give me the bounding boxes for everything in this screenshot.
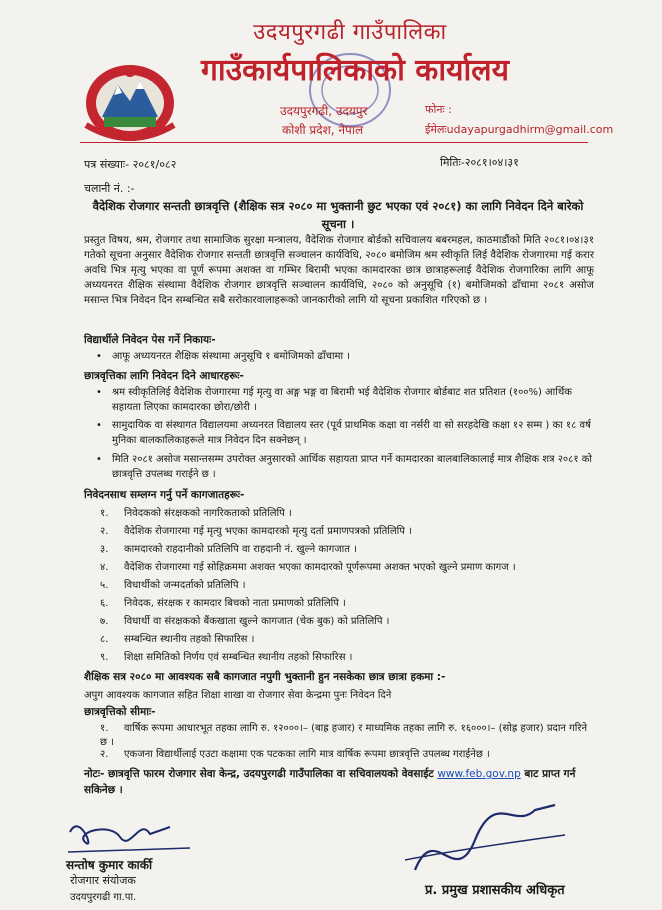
letterhead-province: कोशी प्रदेश, नेपाल — [282, 123, 364, 137]
list-item: • श्रम स्वीकृतिलिई वैदेशिक रोजगारमा गई मृत्यु वा अङ्ग भङ्ग वा बिरामी भई वैदेशिक रोजगार बोर्डबाट शत प्रतिशत (१००%) आर्थिक सहायता लिएका कामदारका छोरा/छोरी । — [96, 387, 572, 413]
section-pending-heading: शैक्षिक सत्र २०८० मा आवश्यक सबै कागजात नपुगी भुक्तानी हुन नसकेका छात्र छात्रा हकमा :- — [84, 671, 446, 683]
signatory-left-role: रोजगार संयोजक — [70, 874, 136, 887]
list-item: १. निवेदकको संरक्षकको नागरिकताको प्रतिलिपि । — [100, 508, 292, 519]
section-limit-heading: छात्रवृत्तिको सीमाः- — [84, 706, 156, 718]
list-item: • मिति २०८१ असोज मसान्तसम्म उपरोक्त अनुसारको आर्थिक सहायता प्राप्त गर्ने कामदारका बालबालिकालाई मात्र शैक्षिक शत्र २०८१ को छात्रवृत्ति उपलब्ध गराईने छ । — [96, 454, 592, 480]
footer-note: नोटः- छात्रवृत्ति फारम रोजगार सेवा केन्द्र, उदयपुरगढी गाउँपालिका वा सचिवालयको वेवसाईट www.feb.gov.np बाट प्राप्त गर्न सकिनेछ । — [84, 768, 576, 796]
list-item: ६. निवेदक, संरक्षक र कामदार बिचको नाता प्रमाणको प्रतिलिपि । — [100, 598, 346, 609]
letterhead-divider — [80, 142, 588, 143]
list-item: १. वार्षिक रूपमा आधारभूत तहका लागि रु. १२०००।– (बाह्र हजार) र माध्यमिक तहका लागि रु. १६०००।– (सोह्र हजार) प्रदान गरिने छ । — [100, 723, 588, 748]
letter-date: मितिः-२०८१।०४।३१ — [440, 156, 519, 169]
list-item: ९. शिक्षा समितिको निर्णय एवं सम्बन्धित स्थानीय तहको सिफारिस । — [100, 652, 353, 663]
dispatch-number: चलानी नं. :- — [84, 182, 135, 195]
letterhead-address: उदयपुरगढी, उदयपुर — [280, 104, 368, 118]
signatory-right-title: प्र. प्रमुख प्रशासकीय अधिकृत — [425, 883, 565, 898]
section-submission-heading: विद्यार्थीले निवेदन पेस गर्ने निकायः- — [84, 334, 216, 346]
list-item: ४. वैदेशिक रोजगारमा गई सोहिक्रममा अशक्त भएका कामदारको पूर्णरूपमा अशक्त भएको खुल्ने प्रमाण कागज । — [100, 562, 516, 573]
signatory-left-name: सन्तोष कुमार कार्की — [66, 858, 153, 872]
subject-line: वैदेशिक रोजगार सन्तती छात्रवृत्ति (शैक्षिक सत्र २०८० मा भुक्तानी छुट भएका एवं २०८१) का लागि निवेदन दिने बारेको सूचना । — [92, 199, 584, 231]
pending-instruction: अपुग आवश्यक कागजात सहित शिक्षा शाखा वा रोजगार सेवा केन्द्रमा पुनः निवेदन दिने — [84, 690, 392, 701]
bullet-icon: • — [96, 387, 102, 398]
list-item: २. वैदेशिक रोजगारमा गई मृत्यु भएका कामदारको मृत्यु दर्ता प्रमाणपत्रको प्रतिलिपि । — [100, 526, 412, 537]
list-item: ५. विधार्थीको जन्मदर्ताको प्रतिलिपि । — [100, 580, 246, 591]
list-item: ३. कामदारको राहदानीको प्रतिलिपि वा राहदानी नं. खुल्ने कागजात । — [100, 544, 357, 555]
bullet-icon: • — [96, 420, 102, 431]
list-item: ७. विधार्थी वा संरक्षकको बैंकखाता खुल्ने कागजात (चेक बुक) को प्रतिलिपि । — [100, 616, 390, 627]
section-eligibility-heading: छात्रवृत्तिका लागि निवेदन दिने आधारहरूः- — [84, 370, 244, 382]
letterhead-office: गाउँकार्यपालिकाको कार्यालय — [200, 53, 509, 88]
letterhead-phone: फोनः : — [425, 103, 452, 116]
section-documents-heading: निवेदनसाथ सम्लग्न गर्नु पर्ने कागजातहरूः- — [84, 489, 245, 501]
letterhead-municipality: उदयपुरगढी गाउँपालिका — [253, 20, 447, 45]
website-link[interactable]: www.feb.gov.np — [437, 768, 521, 780]
list-item: • सामुदायिक वा संस्थागत विद्यालयमा अध्यनरत विद्यालय स्तर (पूर्व प्राथमिक कक्षा वा नर्सरी वा सो सरहदेखि कक्षा १२ सम्म ) का १८ वर्ष मुनिका बालकालिकाहरूले मात्र निवेदन दिन सक्नेछन् । — [96, 420, 591, 446]
signatory-left-org: उदयपुरगढी गा.पा. — [70, 892, 137, 903]
bullet-icon: • — [96, 351, 102, 362]
bullet-icon: • — [96, 454, 102, 465]
list-item: • आफू अध्ययनरत शैक्षिक संस्थामा अनुसूचि १ बमोजिमको ढाँचामा । — [96, 351, 351, 362]
reference-number: पत्र संख्याः- २०८१/०८२ — [84, 158, 177, 171]
list-item: २. एकजना विद्यार्थीलाई एउटा कक्षामा एक पटकका लागि मात्र वार्षिक रूपमा छात्रवृत्ति उपलब्ध गराईनेछ । — [100, 749, 490, 760]
letterhead-email: ईमेलःudayapurgadhirm@gmail.com — [425, 123, 614, 136]
intro-paragraph: प्रस्तुत विषय, श्रम, रोजगार तथा सामाजिक सुरक्षा मन्त्रालय, वैदेशिक रोजगार बोर्डको सचिवालय बबरमहल, काठमाडौंको मिति २०८१।०४।३१ गतेको सूचना अनुसार वैदेशिक रोजगार सन्तती छात्रवृत्ति सञ्चालन कार्यविधि, २०८० बमोजिम श्रम स्वीकृति लिई वैदेशिक रोजगारमा गई करार अवधि भित्र मृत्यु भएका वा पूर्ण रूपमा अशक्त वा गम्भिर बिरामी भएका कामदारका छात्र छात्राहरूलाई वैदेशिक रोजगारिका लागि आफू अध्ययनरत शैक्षिक संस्थामा वैदेशिक रोजगार छात्रवृत्ति सञ्चालन कार्यविधि, २०८० को अनुसूचि (१) बमोजिमको ढाँचामा २०८१ असोज मसान्त भित्र निवेदन दिन सम्बन्धित सबै सरोकारवालाहरूको जानकारीको लागि यो सूचना प्रकाशित गरिएको छ । — [84, 235, 594, 306]
list-item: ८. सम्बन्धित स्थानीय तहको सिफारिस । — [100, 634, 255, 645]
